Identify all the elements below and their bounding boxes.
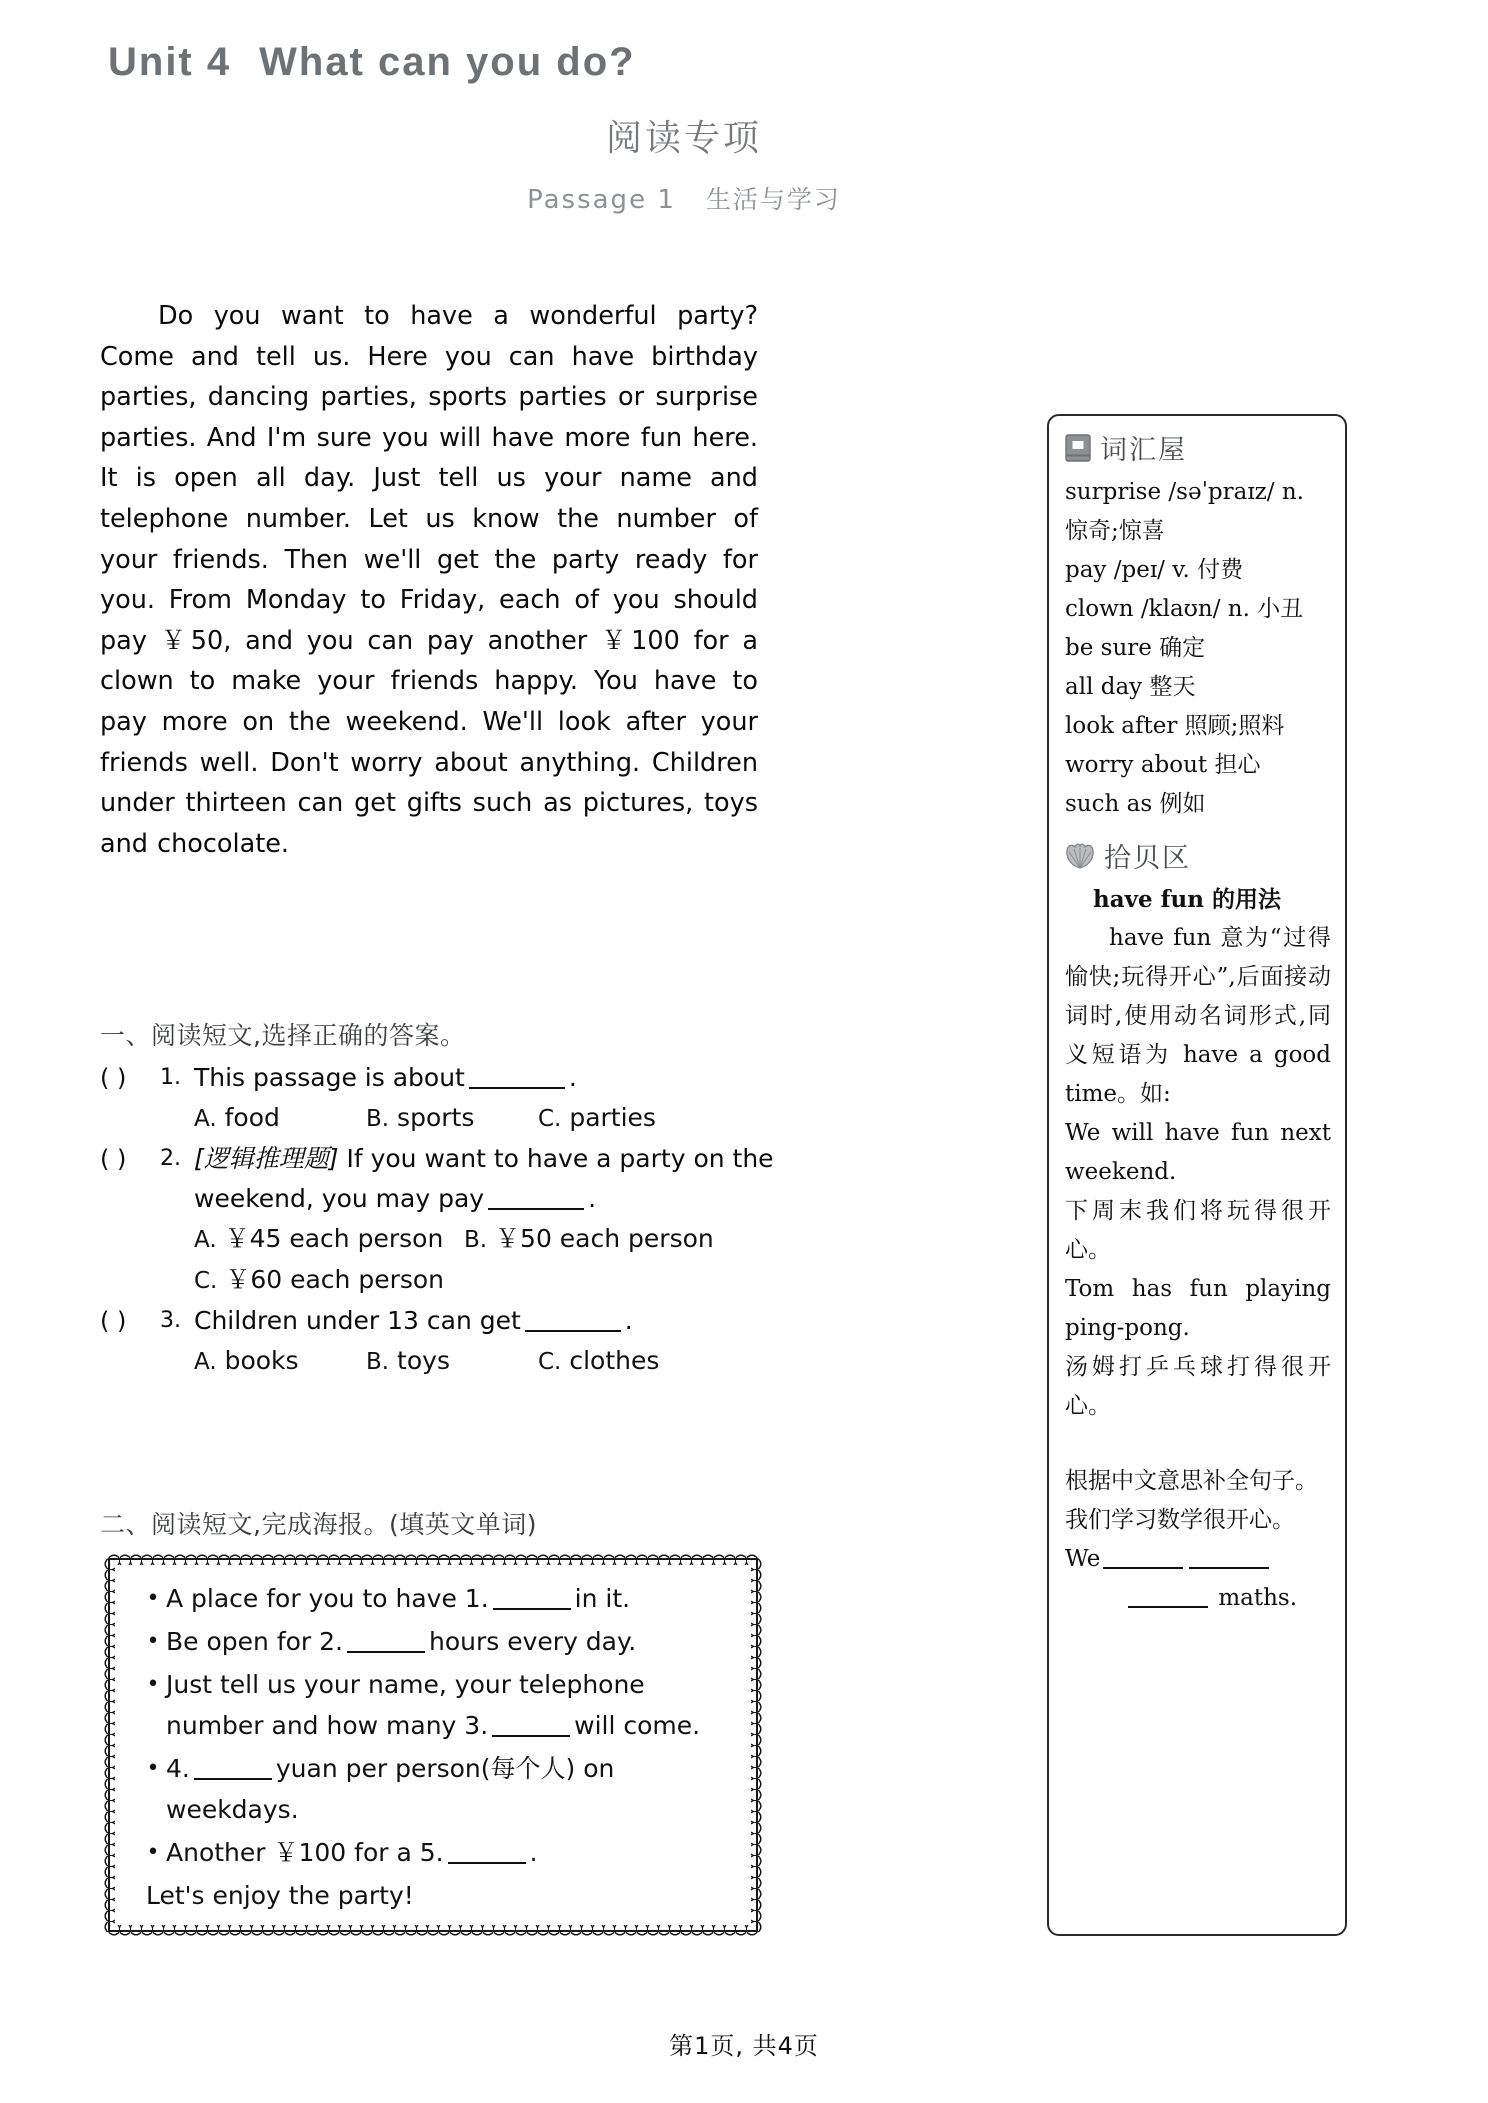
passage-label: Passage 1 xyxy=(527,185,676,215)
option-item[interactable] xyxy=(194,1219,464,1260)
question-stem: Children under 13 can get . xyxy=(194,1306,633,1335)
exercise-one-heading: 一、阅读短文,选择正确的答案。 xyxy=(100,1021,466,1050)
section-title: 阅读专项 xyxy=(605,118,762,159)
shell-icon xyxy=(1065,843,1095,869)
option-row xyxy=(194,1341,780,1382)
option-text: ￥45 each person xyxy=(224,1224,444,1253)
tips-task-en-start: We xyxy=(1065,1546,1101,1572)
option-text: ￥60 each person xyxy=(225,1265,445,1294)
vocab-entry: surprise /səˈpraɪz/ n. xyxy=(1065,479,1304,505)
reference-sidebar xyxy=(1047,414,1347,1936)
answer-bracket[interactable]: ( ) xyxy=(100,1145,127,1173)
poster-item-text: Be open for 2. hours every day. xyxy=(166,1627,637,1656)
bullet-icon: • xyxy=(146,1840,160,1865)
option-letter: B. xyxy=(464,1227,488,1253)
vocab-entry: worry about 担心 xyxy=(1065,752,1261,778)
bullet-icon: • xyxy=(146,1629,160,1654)
poster-box xyxy=(108,1558,758,1932)
answer-blank[interactable] xyxy=(469,1087,565,1089)
option-text: books xyxy=(224,1346,299,1375)
vocab-title: 词汇屋 xyxy=(1100,435,1187,466)
tips-task-en-end-line xyxy=(1065,1579,1331,1618)
bullet-icon: • xyxy=(146,1586,160,1611)
bullet-icon: • xyxy=(146,1756,160,1781)
tips-spacer xyxy=(1065,1426,1331,1462)
passage-topic: 生活与学习 xyxy=(705,185,841,214)
tips-header xyxy=(1065,836,1331,875)
tips-task-en-end: maths. xyxy=(1218,1585,1298,1611)
page-indicator: 第1页, 共4页 xyxy=(669,2032,819,2060)
vocab-entry: such as 例如 xyxy=(1065,791,1206,817)
answer-bracket[interactable]: ( ) xyxy=(100,1307,127,1335)
vocab-entry: look after 照顾;照料 xyxy=(1065,713,1285,739)
unit-title xyxy=(108,40,636,85)
answer-blank[interactable] xyxy=(347,1651,425,1653)
option-letter: C. xyxy=(538,1106,562,1132)
option-letter: B. xyxy=(366,1349,390,1375)
question-tag: [逻辑推理题] xyxy=(194,1144,347,1173)
poster-item-text: Just tell us your name, your telephone number and how many 3. will come. xyxy=(166,1670,701,1740)
poster-item xyxy=(140,1832,734,1873)
poster-item xyxy=(140,1621,734,1662)
option-text: toys xyxy=(397,1346,450,1375)
question-stem: This passage is about . xyxy=(194,1063,577,1092)
exercise-two-heading: 二、阅读短文,完成海报。(填英文单词) xyxy=(100,1510,537,1539)
answer-blank[interactable] xyxy=(448,1862,526,1864)
option-letter: C. xyxy=(538,1349,562,1375)
option-item[interactable] xyxy=(194,1341,366,1382)
answer-blank[interactable] xyxy=(1103,1567,1183,1569)
option-text: sports xyxy=(397,1103,475,1132)
question-stem: [逻辑推理题] If you want to have a party on the weekend, you may pay . xyxy=(194,1144,774,1213)
tips-example-en-1: We will have fun next weekend. xyxy=(1065,1120,1331,1185)
unit-title-text: What can you do? xyxy=(259,40,636,84)
option-letter: A. xyxy=(194,1349,217,1375)
poster-item-text: Another ￥100 for a 5. . xyxy=(166,1838,538,1867)
answer-blank[interactable] xyxy=(194,1778,272,1780)
poster-border-right xyxy=(751,1558,765,1932)
vocab-entry: pay /peɪ/ v. 付费 xyxy=(1065,557,1244,583)
bullet-icon: • xyxy=(146,1672,160,1697)
option-letter: A. xyxy=(194,1106,217,1132)
poster-closing: Let's enjoy the party! xyxy=(146,1881,414,1910)
tips-example-cn-1: 下周末我们将玩得很开心。 xyxy=(1065,1198,1331,1263)
question-row xyxy=(100,1058,780,1098)
option-item[interactable] xyxy=(366,1341,538,1382)
poster-border-left xyxy=(101,1558,115,1932)
answer-blank[interactable] xyxy=(492,1735,570,1737)
option-item[interactable] xyxy=(366,1098,538,1139)
passage-text: Do you want to have a wonderful party? Come and tell us. Here you can have birthday parties, dancing parties, sports parties or surprise parties. And I'm sure you will have more fun here. It is open all day. Just tell us your name and telephone number. Let us know the number of your friends. Then we'll get the party ready for you. From Monday to Friday, each of you should pay ￥50, and you can pay another ￥100 for a clown to make your friends happy. You have to pay more on the weekend. We'll look after your friends well. Don't worry about anything. Children under thirteen can get gifts such as pictures, toys and chocolate. xyxy=(100,301,758,859)
vocab-entry: all day 整天 xyxy=(1065,674,1196,700)
option-text: food xyxy=(224,1103,280,1132)
poster-item-text: A place for you to have 1. in it. xyxy=(166,1584,631,1613)
tips-task-cn: 我们学习数学很开心。 xyxy=(1065,1507,1295,1533)
answer-blank[interactable] xyxy=(493,1608,571,1610)
unit-label: Unit 4 xyxy=(108,40,232,84)
question-number: 3. xyxy=(160,1308,181,1333)
option-letter: C. xyxy=(194,1268,218,1294)
poster-item xyxy=(140,1748,734,1830)
poster-box-wrapper xyxy=(108,1558,758,1932)
question-number: 2. xyxy=(160,1146,181,1171)
answer-blank[interactable] xyxy=(1128,1606,1208,1608)
book-icon xyxy=(1065,434,1091,462)
option-item[interactable] xyxy=(538,1341,659,1382)
question-row xyxy=(100,1301,780,1341)
tips-example-en-2: Tom has fun playing ping-pong. xyxy=(1065,1276,1331,1341)
answer-blank[interactable] xyxy=(488,1208,584,1210)
vocab-header xyxy=(1065,428,1331,467)
answer-blank[interactable] xyxy=(1189,1567,1269,1569)
option-item[interactable] xyxy=(538,1098,656,1139)
option-text: clothes xyxy=(569,1346,660,1375)
tips-task-prompt: 根据中文意思补全句子。 xyxy=(1065,1468,1318,1494)
passage-header xyxy=(0,180,1488,216)
option-letter: B. xyxy=(366,1106,390,1132)
question-row xyxy=(100,1139,780,1219)
tips-paragraph: have fun 意为“过得愉快;玩得开心”,后面接动词时,使用动名词形式,同义短语为 have a good time。如: xyxy=(1065,925,1331,1107)
tips-task-en xyxy=(1065,1540,1331,1579)
answer-bracket[interactable]: ( ) xyxy=(100,1064,127,1092)
option-row xyxy=(194,1219,780,1260)
vocab-entry: clown /klaʊn/ n. 小丑 xyxy=(1065,596,1304,622)
poster-item-list xyxy=(140,1578,734,1873)
tips-title: 拾贝区 xyxy=(1104,843,1191,874)
poster-item-text: 4. yuan per person(每个人) on weekdays. xyxy=(166,1754,615,1824)
tips-example-cn-2: 汤姆打乒乓球打得很开心。 xyxy=(1065,1354,1331,1419)
option-item[interactable] xyxy=(194,1098,366,1139)
vocab-entry: 惊奇;惊喜 xyxy=(1065,518,1165,544)
option-text: ￥50 each person xyxy=(495,1224,714,1253)
option-row xyxy=(194,1098,780,1139)
poster-item xyxy=(140,1664,734,1746)
option-item[interactable] xyxy=(194,1260,444,1301)
option-letter: A. xyxy=(194,1227,217,1253)
poster-item xyxy=(140,1578,734,1619)
exercise-one xyxy=(100,1016,780,1382)
option-text: parties xyxy=(569,1103,656,1132)
answer-blank[interactable] xyxy=(525,1330,621,1332)
vocab-entry: be sure 确定 xyxy=(1065,635,1206,661)
option-item[interactable] xyxy=(464,1219,714,1260)
option-row xyxy=(194,1260,780,1301)
vocab-entry-list xyxy=(1065,473,1331,824)
tips-subtitle: have fun 的用法 xyxy=(1093,886,1281,913)
question-list xyxy=(100,1058,780,1382)
exercise-two xyxy=(100,1505,780,1547)
question-number: 1. xyxy=(160,1065,181,1090)
